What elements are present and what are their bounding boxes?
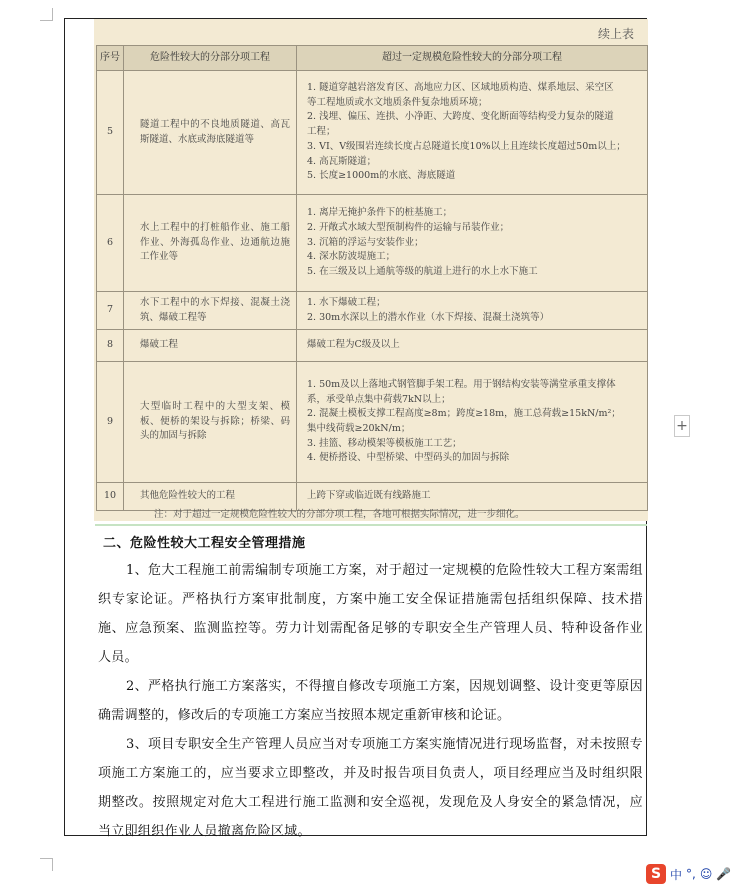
hazard-table	[96, 45, 648, 511]
requirement-line: 2. 30m水深以上的潜水作业（水下焊接、混凝土浇筑等）	[307, 311, 550, 323]
row-requirements	[297, 362, 648, 483]
requirement-line: 集中线荷载≥20kN/m；	[307, 423, 411, 434]
table-header-row	[97, 46, 648, 71]
table-row	[97, 71, 648, 195]
ime-toolbar[interactable]	[646, 862, 731, 886]
requirement-line: 4. 便桥搭设、中型桥梁、中型码头的加固与拆除	[307, 452, 510, 464]
table-row	[97, 292, 648, 330]
section-heading: 二、危险性较大工程安全管理措施	[103, 536, 306, 551]
row-requirements	[297, 330, 648, 362]
requirement-line: 上跨下穿或临近既有线路施工	[307, 490, 431, 502]
header-category: 危险性较大的分部分项工程	[124, 46, 297, 71]
table-row	[97, 362, 648, 483]
requirement-line: 1. 水下爆破工程；	[307, 296, 386, 308]
paragraph-2: 2、严格执行施工方案落实，不得擅自修改专项施工方案，因规划调整、设计变更等原因确需调整的，修改后的专项施工方案应当按照本规定重新审核和论证。	[98, 679, 643, 723]
row-number: 7	[97, 292, 124, 330]
row-category: 水下工程中的水下焊接、混凝土浇筑、爆破工程等	[124, 292, 297, 330]
row-category: 隧道工程中的不良地质隧道、高瓦斯隧道、水底或海底隧道等	[124, 71, 297, 195]
requirement-line: 2. 开敞式水域大型预制构件的运输与吊装作业；	[307, 221, 510, 233]
table-note: 注：对于超过一定规模危险性较大的分部分项工程，各地可根据实际情况，进一步细化。	[154, 509, 525, 520]
document-page	[64, 18, 647, 839]
scanned-table-image	[94, 19, 648, 521]
emoji-icon[interactable]: ☺	[699, 867, 713, 881]
requirement-line: 1. 50m及以上落地式钢管脚手架工程。用于钢结构安装等满堂承重支撑体	[307, 378, 616, 390]
ime-mode-toggle[interactable]: 中	[670, 867, 683, 882]
divider	[95, 524, 647, 526]
crop-mark-bottom	[40, 858, 53, 871]
header-requirements: 超过一定规模危险性较大的分部分项工程	[297, 46, 648, 71]
row-number: 9	[97, 362, 124, 483]
row-requirements	[297, 292, 648, 330]
row-number: 10	[97, 483, 124, 511]
paragraph-3: 3、项目专职安全生产管理人员应当对专项施工方案实施情况进行现场监督，对未按照专项施工方案施工的，应当要求立即整改，并及时报告项目负责人，项目经理应当及时组织限期整改。按照规定对危大工程进行施工监测和安全巡视，发现危及人身安全的紧急情况，应当立即组织作业人员撤离危险区域。	[98, 737, 643, 839]
requirement-line: 2. 浅埋、偏压、连拱、小净距、大跨度、变化断面等结构受力复杂的隧道	[307, 111, 614, 123]
row-category: 其他危险性较大的工程	[124, 483, 297, 511]
expand-button[interactable]: +	[674, 415, 690, 437]
punctuation-toggle[interactable]: °,	[686, 867, 696, 881]
requirement-line: 爆破工程为C级及以上	[307, 339, 400, 351]
requirement-line: 3. 沉箱的浮运与安装作业；	[307, 236, 424, 248]
requirement-line: 5. 长度≥1000m的水底、海底隧道	[307, 170, 456, 182]
crop-mark-top	[40, 8, 53, 21]
table-row	[97, 195, 648, 292]
continuation-label: 续上表	[597, 27, 634, 41]
requirement-line: 5. 在三级及以上通航等级的航道上进行的水上水下施工	[307, 266, 538, 278]
row-number: 8	[97, 330, 124, 362]
requirement-line: 1. 隧道穿越岩溶发育区、高地应力区、区域地质构造、煤系地层、采空区	[307, 81, 614, 93]
requirement-line: 2. 混凝土模板支撑工程高度≥8m；跨度≥18m，施工总荷载≥15kN/m²；	[307, 408, 621, 420]
row-requirements	[297, 195, 648, 292]
row-number: 5	[97, 71, 124, 195]
paragraph-1: 1、危大工程施工前需编制专项施工方案，对于超过一定规模的危险性较大工程方案需组织专家论证。严格执行方案审批制度，方案中施工安全保证措施需包括组织保障、技术措施、应急预案、监测监控等。劳力计划需配备足够的专职安全生产管理人员、特种设备作业人员。	[98, 563, 643, 665]
row-category: 水上工程中的打桩船作业、施工船作业、外海孤岛作业、边通航边施工作业等	[124, 195, 297, 292]
requirement-line: 3. VI、V级围岩连续长度占总隧道长度10%以上且连续长度超过50m以上；	[307, 140, 626, 152]
requirement-line: 1. 离岸无掩护条件下的桩基施工；	[307, 207, 453, 219]
requirement-line: 系，承受单点集中荷载7kN以上；	[307, 393, 451, 405]
row-requirements	[297, 71, 648, 195]
requirement-line: 工程；	[307, 126, 336, 138]
requirement-line: 3. 挂篮、移动模架等模板施工工艺；	[307, 437, 462, 449]
sogou-logo-icon[interactable]: S	[646, 864, 666, 884]
row-number: 6	[97, 195, 124, 292]
requirement-line: 4. 高瓦斯隧道；	[307, 155, 377, 167]
requirement-line: 4. 深水防波堤施工；	[307, 251, 396, 263]
table-row	[97, 330, 648, 362]
requirement-line: 等工程地质或水文地质条件复杂地质环境；	[307, 96, 488, 108]
microphone-icon[interactable]: 🎤	[716, 867, 731, 881]
row-category: 大型临时工程中的大型支架、模板、便桥的架设与拆除；桥梁、码头的加固与拆除	[124, 362, 297, 483]
header-no: 序号	[97, 46, 124, 71]
row-category: 爆破工程	[124, 330, 297, 362]
